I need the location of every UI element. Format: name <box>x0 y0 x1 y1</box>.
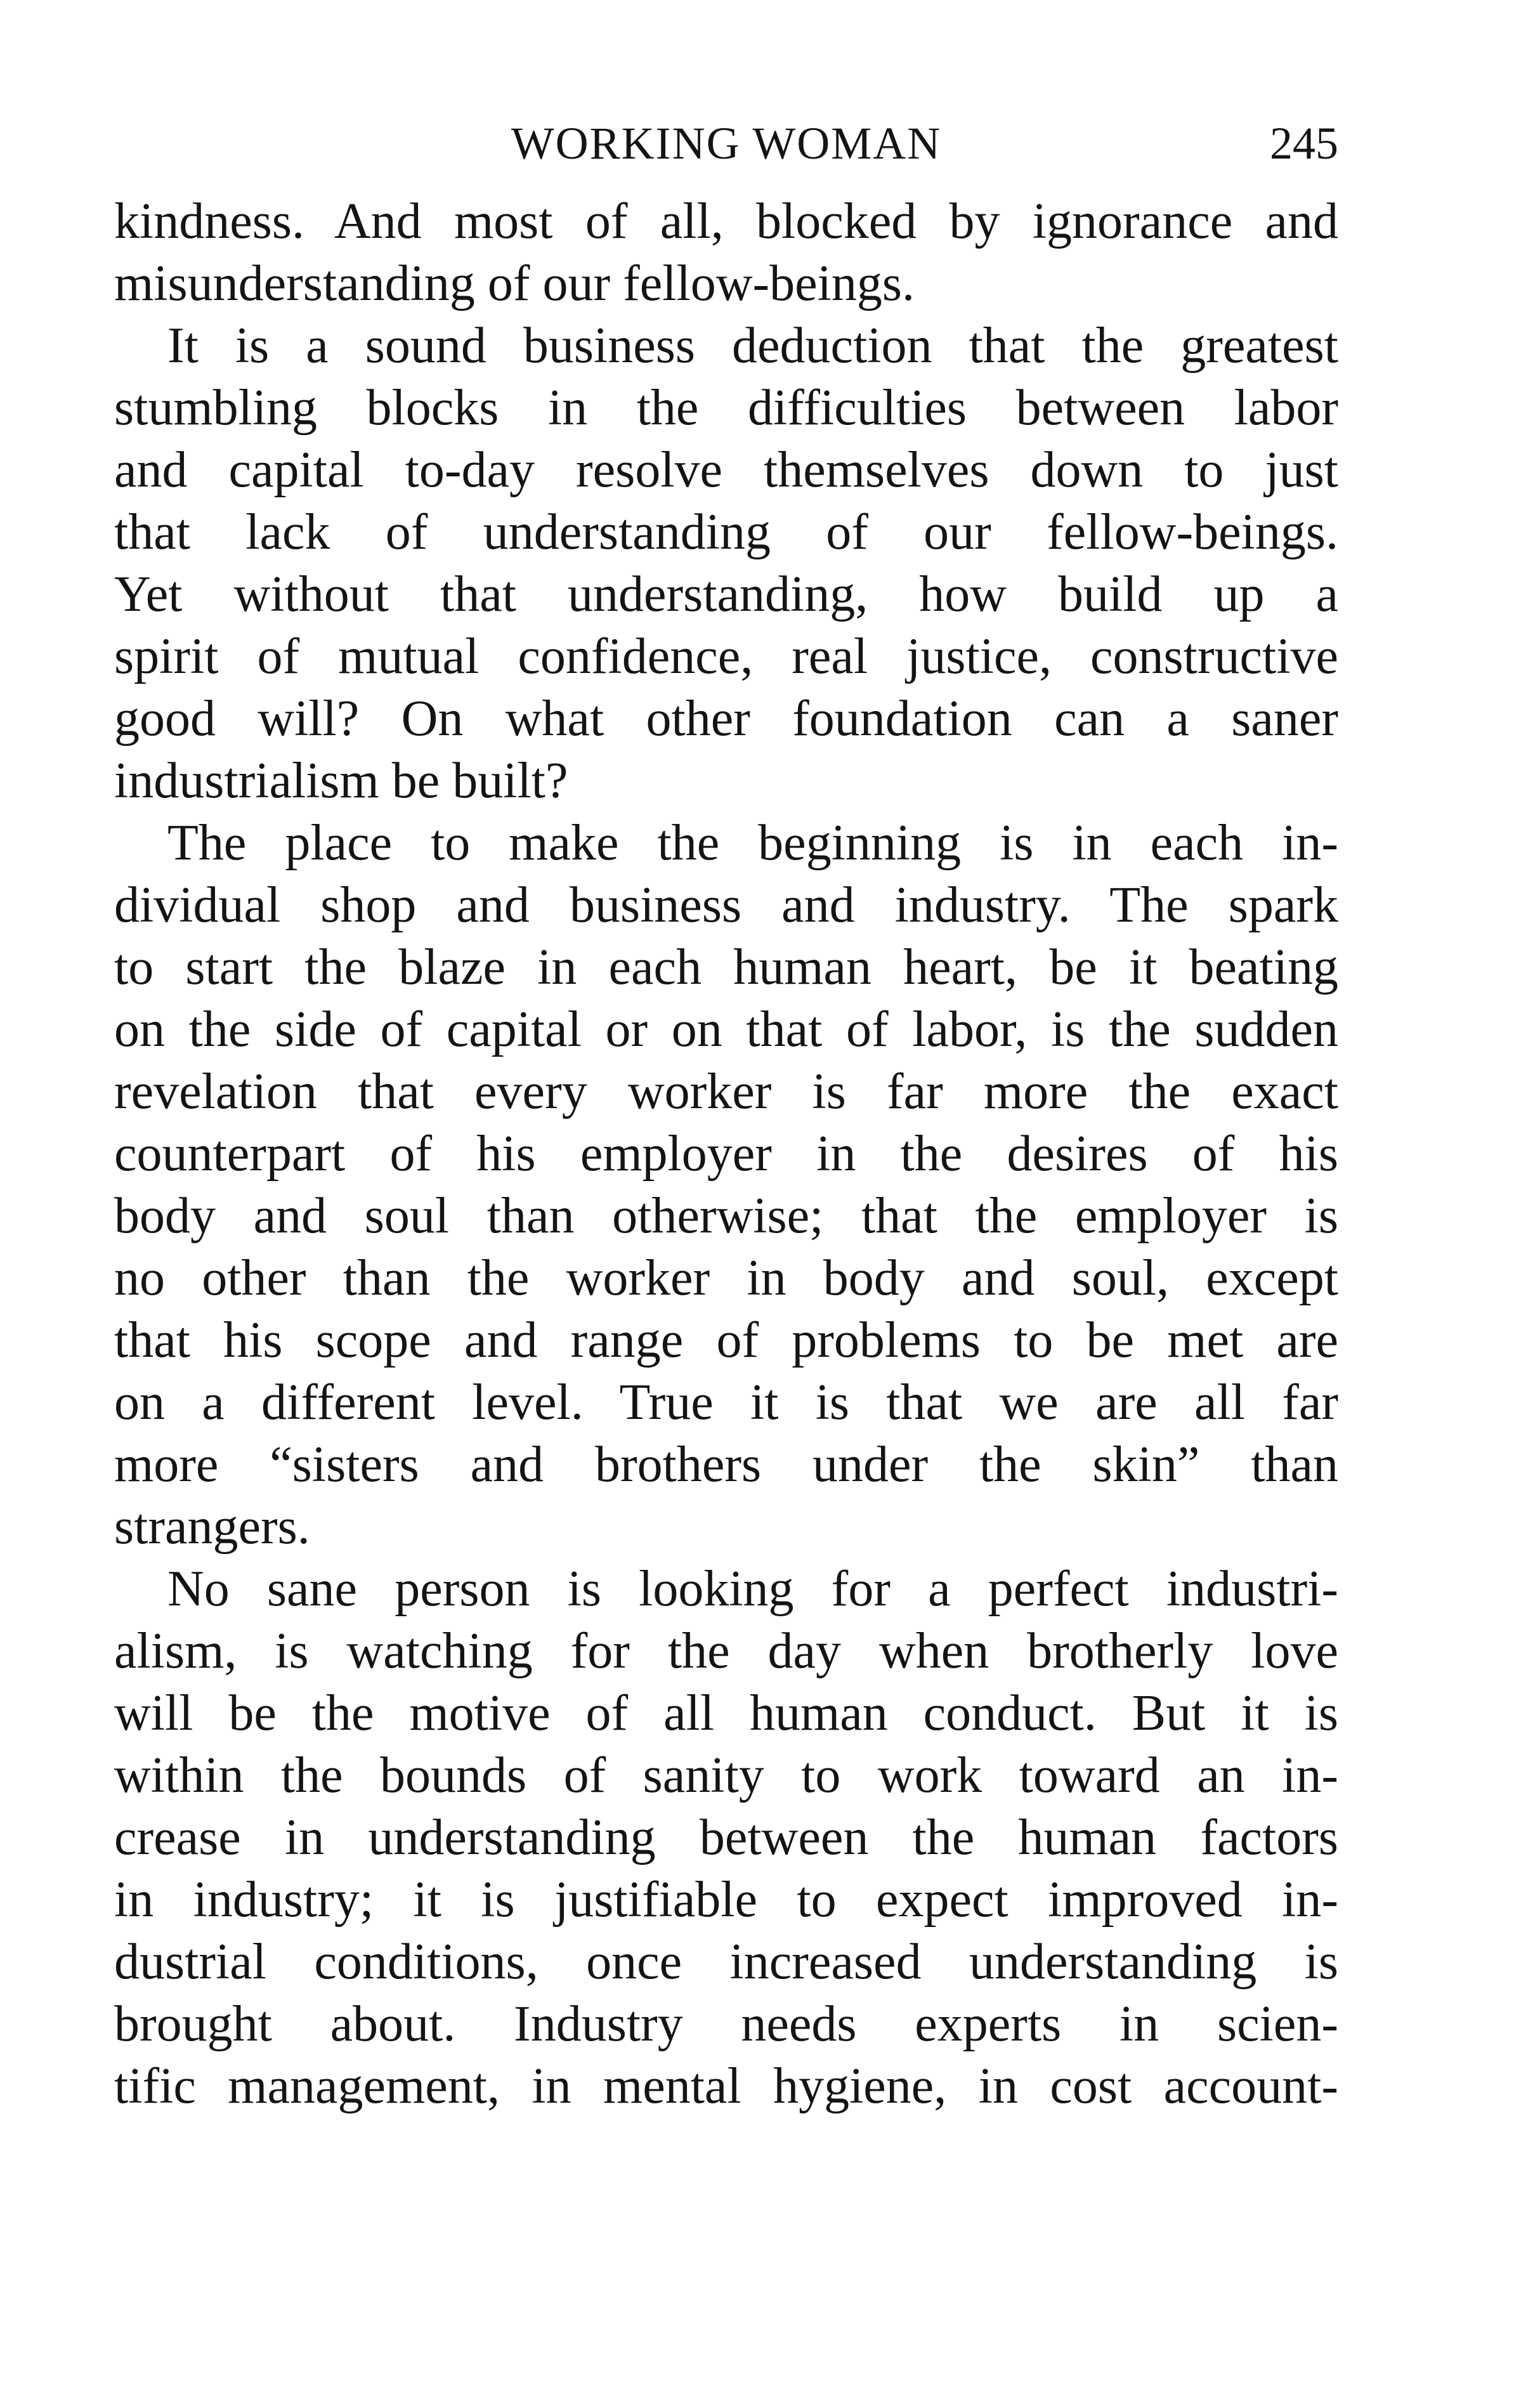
text-line: It is a sound business deduction that the greatest <box>167 318 1338 374</box>
text-line: to start the blaze in each human heart, be it beating <box>114 939 1338 995</box>
text-line: tific management, in mental hygiene, in cost account- <box>114 2058 1338 2114</box>
text-line: misunderstanding of our fellow-beings. <box>114 256 915 311</box>
text-line: strangers. <box>114 1499 310 1555</box>
body-text <box>114 190 1338 2117</box>
text-line: alism, is watching for the day when brotherly love <box>114 1623 1338 1679</box>
text-line: stumbling blocks in the difficulties between labor <box>114 380 1338 436</box>
running-title: WORKING WOMAN <box>511 118 942 169</box>
text-line: that his scope and range of problems to be met are <box>114 1312 1338 1368</box>
text-line: body and soul than otherwise; that the employer is <box>114 1188 1338 1244</box>
text-line: The place to make the beginning is in each in- <box>167 815 1338 871</box>
page-number: 245 <box>1270 118 1338 169</box>
text-line: brought about. Industry needs experts in scien- <box>114 1996 1338 2052</box>
text-line: Yet without that understanding, how build up a <box>114 566 1338 622</box>
text-line: good will? On what other foundation can a saner <box>114 691 1338 747</box>
text-line: no other than the worker in body and soul, except <box>114 1250 1338 1306</box>
text-line: counterpart of his employer in the desires of his <box>114 1126 1338 1182</box>
text-line: more “sisters and brothers under the skin” than <box>114 1437 1338 1493</box>
text-line: and capital to-day resolve themselves down to just <box>114 442 1338 498</box>
text-line: kindness. And most of all, blocked by ignorance and <box>114 193 1338 249</box>
text-line: dividual shop and business and industry. The spark <box>114 877 1338 933</box>
text-line: on the side of capital or on that of labor, is the sudden <box>114 1002 1338 1057</box>
text-line: that lack of understanding of our fellow-beings. <box>114 504 1338 560</box>
text-line: on a different level. True it is that we are all far <box>114 1375 1338 1430</box>
text-line: in industry; it is justifiable to expect improved in- <box>114 1872 1338 1928</box>
text-line: No sane person is looking for a perfect industri- <box>167 1561 1338 1617</box>
text-line: spirit of mutual confidence, real justice, constructive <box>114 629 1338 684</box>
page-header <box>114 112 1338 175</box>
text-line: dustrial conditions, once increased understanding is <box>114 1934 1338 1990</box>
text-line: crease in understanding between the human factors <box>114 1810 1338 1865</box>
text-line: within the bounds of sanity to work toward an in- <box>114 1747 1338 1803</box>
text-line: revelation that every worker is far more the exact <box>114 1064 1338 1120</box>
text-line: industrialism be built? <box>114 753 568 809</box>
text-line: will be the motive of all human conduct. But it is <box>114 1685 1338 1741</box>
